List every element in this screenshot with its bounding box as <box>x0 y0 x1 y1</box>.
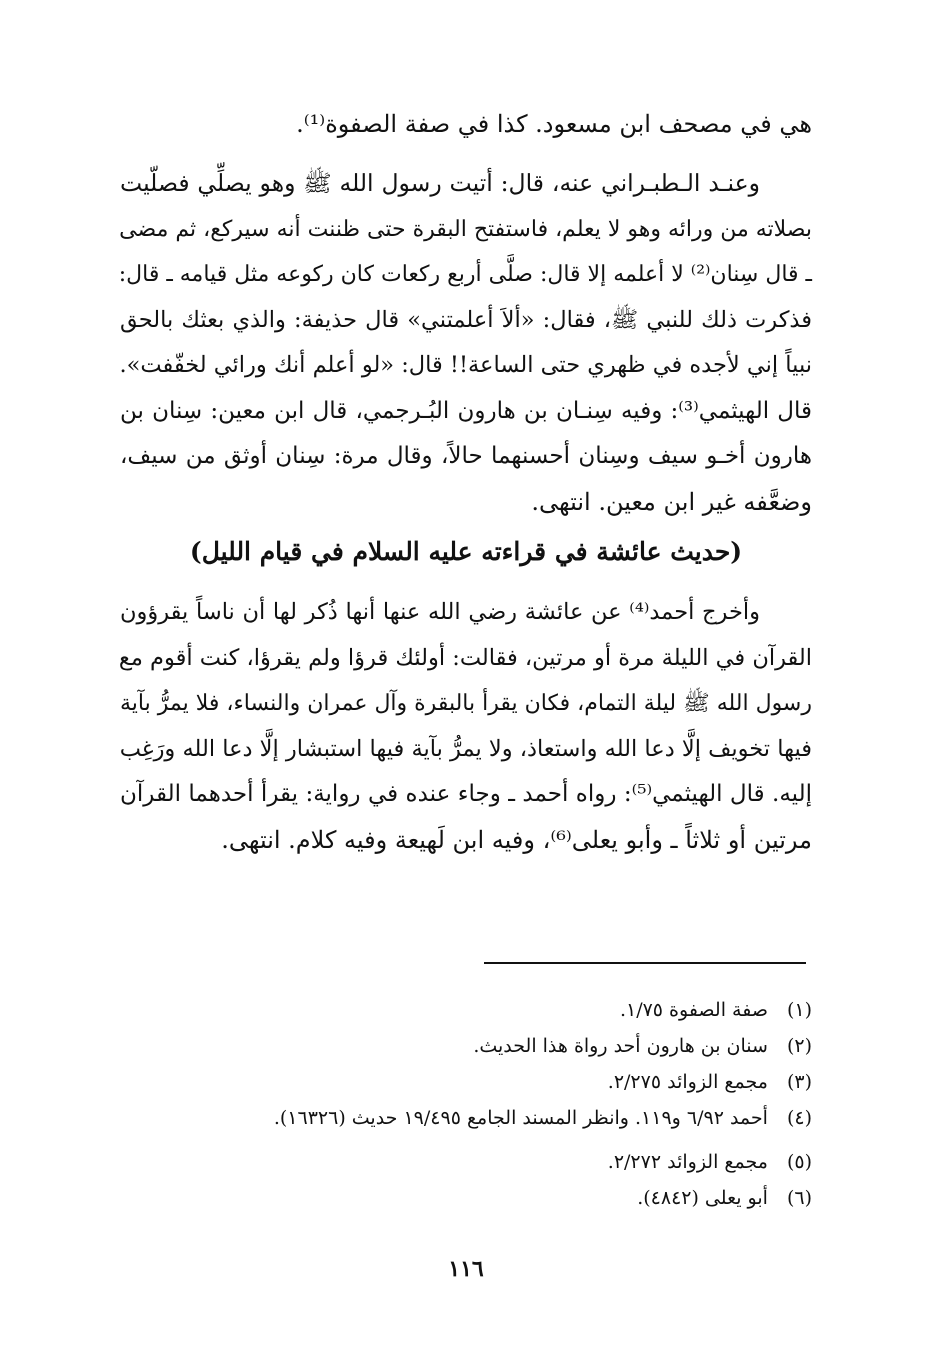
paragraph-continuation <box>120 102 812 148</box>
text-line: فذكرت ذلك للنبي ﷺ، فقال: «ألاَ أعلمتني» قال حذيفة: والذي بعثك بالحق <box>120 306 812 333</box>
page-number: ١١٦ <box>448 1256 484 1282</box>
footnote-text: مجمع الزوائد ٢/٢٧٢. <box>607 1151 768 1173</box>
footnote-text: مجمع الزوائد ٢/٢٧٥. <box>607 1071 768 1093</box>
text-line: وأخرج أحمد⁽⁴⁾ عن عائشة رضي الله عنها أنها ذُكر لها أن ناساً يقرؤون <box>120 599 760 625</box>
text-line: بصلاته من ورائه وهو لا يعلم، فاستفتح البقرة حتى ظننت أنه سيركع، ثم مضى <box>119 216 812 242</box>
footnote-1 <box>120 992 812 1028</box>
text-line: هارون أخـو سيف وسِنان أحسنهما حالاً، وقال مرة: سِنان أوثق من سيف، <box>120 443 812 469</box>
text-line: نبياً إني لأجده في ظهري حتى الساعة!! قال: «لو أعلم أنك ورائي لخفّفت». <box>119 352 812 378</box>
text-line: إليه. قال الهيثمي⁽⁵⁾: رواه أحمد ـ وجاء عنده في رواية: يقرأ أحدهما القرآن <box>120 781 812 807</box>
footnotes <box>120 992 812 1216</box>
footnote-text: أحمد ٦/٩٢ و١١٩. وانظر المسند الجامع ١٩/٤٩٥ حديث (١٦٣٢٦). <box>273 1107 768 1129</box>
footnote-separator <box>484 962 806 964</box>
footnote-6 <box>120 1180 812 1216</box>
text-line: ـ قال سِنان⁽²⁾ لا أعلمه إلا قال: صلَّى أربع ركعات كان ركوعه مثل قيامه ـ قال: <box>118 262 812 287</box>
footnote-number: (٤) <box>786 1107 812 1129</box>
text-line: هي في مصحف ابن مسعود. كذا في صفة الصفوة⁽¹⁾. <box>296 110 812 138</box>
footnote-2 <box>120 1028 812 1064</box>
text-line: مرتين أو ثلاثاً ـ وأبو يعلى⁽⁶⁾، وفيه ابن لَهيعة وفيه كلام. انتهى. <box>221 825 812 854</box>
text-line: رسول الله ﷺ ليلة التمام، فكان يقرأ بالبقرة وآل عمران والنساء، فلا يمرُّ بآية <box>120 691 812 716</box>
footnote-number: (١) <box>786 999 812 1021</box>
footnote-number: (٣) <box>786 1071 812 1093</box>
footnote-4 <box>120 1100 812 1136</box>
footnote-number: (٦) <box>786 1187 812 1209</box>
footnote-5 <box>120 1144 812 1180</box>
footnote-text: صفة الصفوة ١/٧٥. <box>619 999 768 1021</box>
paragraph-tabarani <box>120 161 812 525</box>
footnote-3 <box>120 1064 812 1100</box>
text-line: فيها تخويف إلَّا دعا الله واستعاذ، ولا يمرُّ بآية فيها استبشار إلَّا دعا الله ورَغِب <box>119 735 812 762</box>
footnote-text: سنان بن هارون أحد رواة هذا الحديث. <box>473 1035 768 1057</box>
section-heading: (حديث عائشة في قراءته عليه السلام في قيام الليل) <box>189 537 743 566</box>
footnote-number: (٥) <box>786 1151 812 1173</box>
paragraph-aisha <box>120 590 812 863</box>
footnote-number: (٢) <box>786 1035 812 1057</box>
text-line: وضعَّفه غير ابن معين. انتهى. <box>531 487 812 516</box>
footnote-text: أبو يعلى (٤٨٤٢). <box>637 1187 768 1209</box>
text-line: القرآن في الليلة مرة أو مرتين، فقالت: أولئك قرؤا ولم يقرؤا، كنت أقوم مع <box>118 644 812 671</box>
text-line: قال الهيثمي⁽³⁾: وفيه سِنـان بن هارون البُـرجمي، قال ابن معين: سِنان بن <box>120 397 812 424</box>
text-line: وعنـد الـطبـراني عنه، قال: أتيت رسول الله ﷺ وهو يصلِّي فصلّيت <box>120 169 760 197</box>
